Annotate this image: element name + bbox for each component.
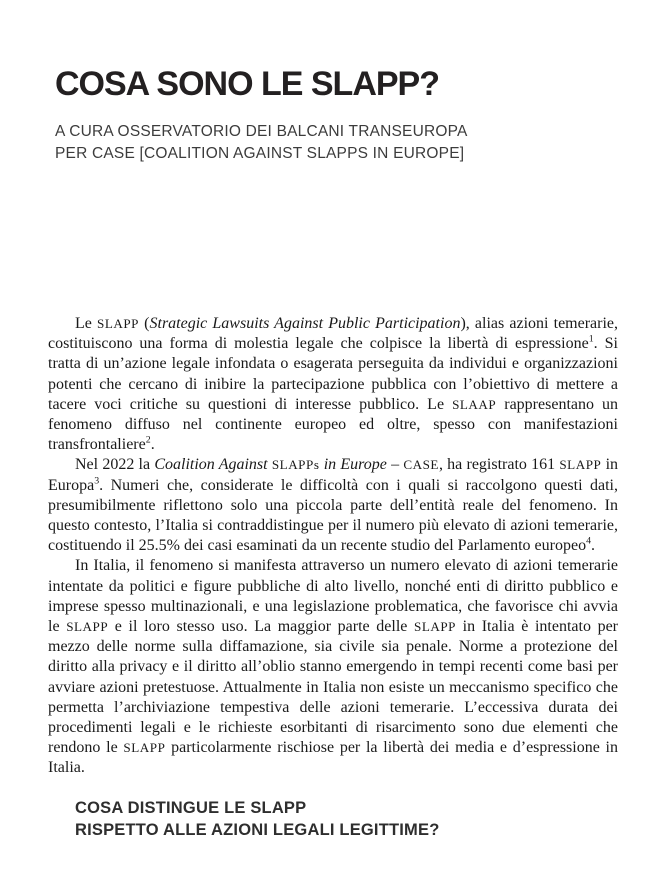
subtitle-line-2: PER CASE [COALITION AGAINST SLAPPS IN EUROPE] [55,145,465,162]
section-heading-line-2: RISPETTO ALLE AZIONI LEGALI LEGITTIME? [75,820,440,839]
section-heading [75,797,627,841]
paragraph-intro: Le SLAPP (Strategic Lawsuits Against Public Participation), alias azioni temerarie, costituiscono una forma di molestia legale che colpisce la libertà di espressione$^1$. Si tratta di un’azione legale infondata o esagerata perseguita da individui e organizzazioni potenti che cercano di inibire la partecipazione pubblica con l’obiettivo di mettere a tacere voci critiche su questioni di interesse pubblico. Le SLAAP rappresentano un fenomeno diffuso nel continente europeo ed oltre, spesso con manifestazioni transfrontaliere$^2$. [48,315,619,454]
page-title: COSA SONO LE SLAPP? [55,65,440,103]
paragraph-italy: In Italia, il fenomeno si manifesta attraverso un numero elevato di azioni temerarie intentate da politici e figure pubbliche di alto livello, nonché enti di diritto pubblico e imprese spesso multinazionali, e una legislazione problematica, che favorisce chi avvia le SLAPP e il loro stesso uso. La maggior parte delle SLAPP in Italia è intentato per mezzo delle norme sulla diffamazione, sia civile sia penale. Norme a protezione del diritto alla privacy e il diritto all’oblio stanno emergendo in tempi recenti come basi per avviare azioni pretestuose. Attualmente in Italia non esiste un meccanismo specifico che permetta l’archiviazione tempestiva delle azioni temerarie. L’eccessiva durata dei procedimenti legali e le richieste esorbitanti di risarcimento sono due elementi che rendono le SLAPP particolarmente rischiose per la libertà dei media e d’espressione in Italia. [48,557,619,777]
masthead [55,64,627,165]
page-subtitle [55,121,627,165]
article-body [48,314,618,779]
subtitle-line-1: A CURA OSSERVATORIO DEI BALCANI TRANSEUROPA [55,123,468,140]
paragraph-case-2022: Nel 2022 la Coalition Against SLAPPs in Europe – CASE, ha registrato 161 SLAPP in Europa$^3$. Numeri che, considerate le difficoltà con i quali si raccolgono questi dati, presumibilmente riflettono solo una piccola parte dell’entità reale del fenomeno. In questo contesto, l’Italia si contraddistingue per il numero più elevato di azioni temerarie, costituendo il 25.5% dei casi esaminati da un recente studio del Parlamento europeo$^4$. [48,456,619,555]
section-heading-line-1: COSA DISTINGUE LE SLAPP [75,798,307,817]
